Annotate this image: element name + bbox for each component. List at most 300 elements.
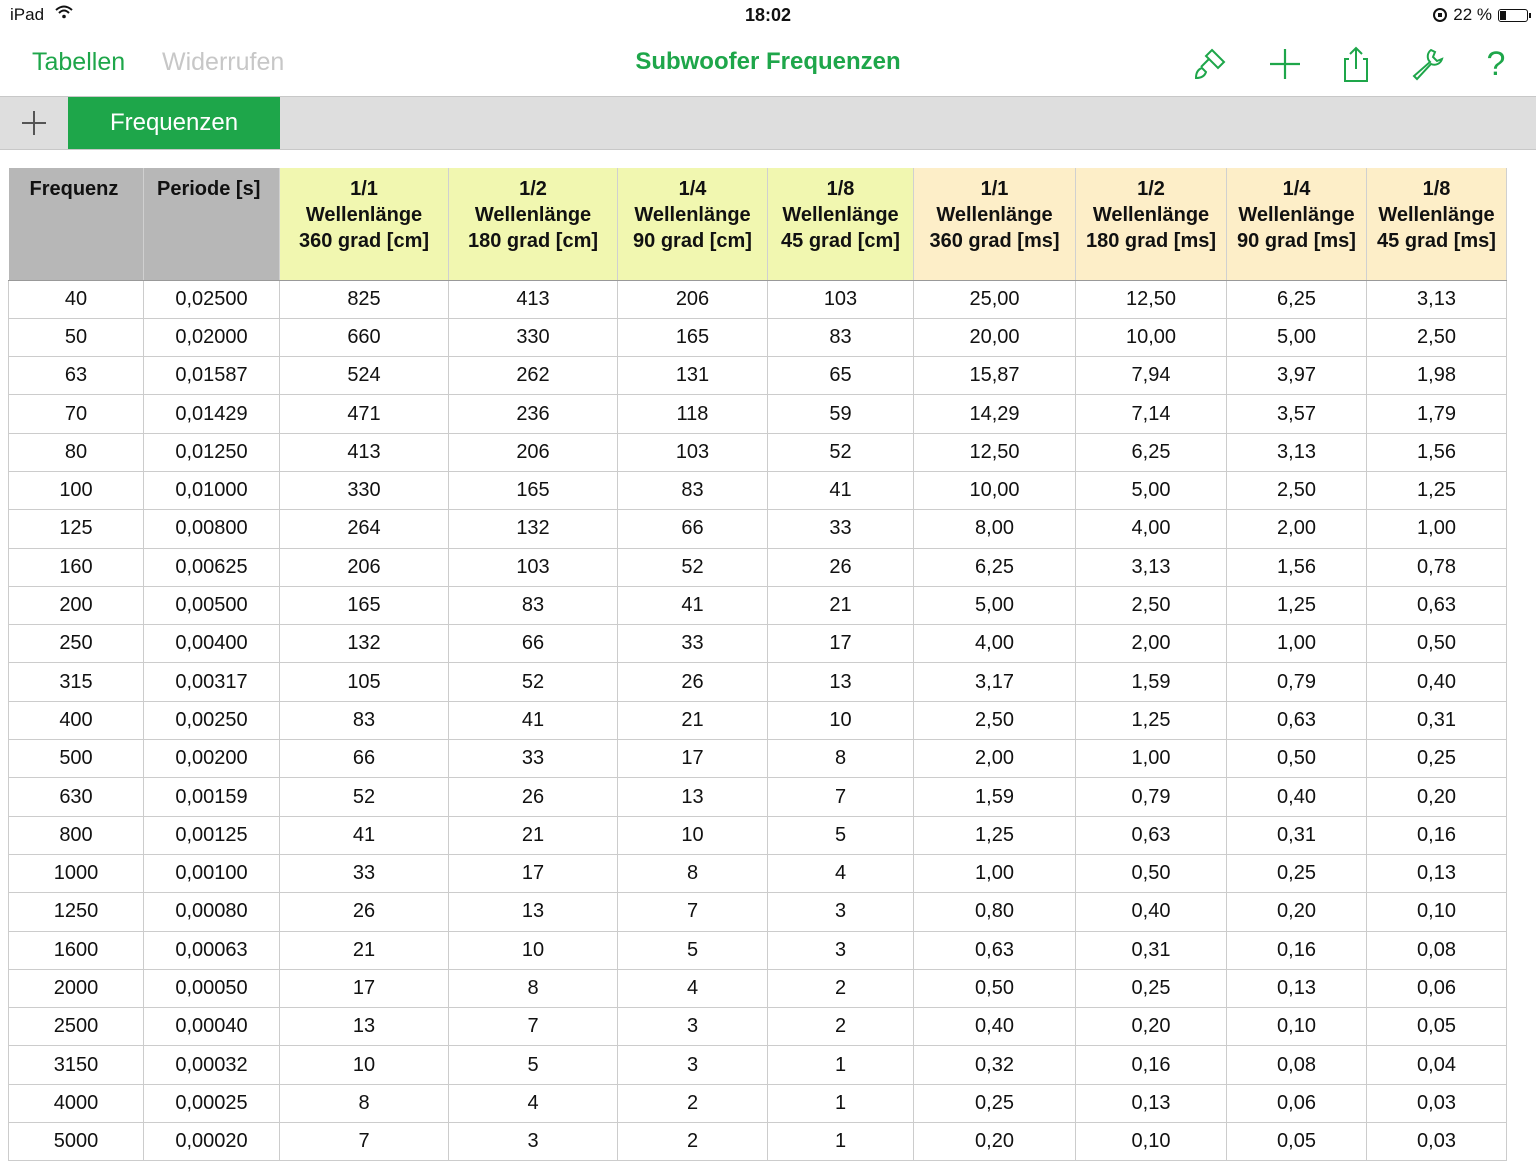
table-cell[interactable]: 4 [768, 854, 914, 892]
table-cell[interactable]: 103 [618, 433, 768, 471]
table-cell[interactable]: 10 [768, 701, 914, 739]
table-cell[interactable]: 0,01000 [144, 471, 280, 509]
column-header-line: 1/4 [1282, 178, 1311, 200]
table-cell[interactable]: 3,57 [1227, 395, 1367, 433]
table-cell[interactable]: 0,03 [1367, 1123, 1507, 1161]
table-cell[interactable]: 41 [449, 701, 618, 739]
table-cell[interactable]: 131 [618, 357, 768, 395]
table-body [9, 280, 1507, 1161]
table-cell[interactable]: 660 [280, 318, 449, 356]
table-cell[interactable]: 0,79 [1227, 663, 1367, 701]
table-cell[interactable]: 0,50 [914, 969, 1076, 1007]
table-row [9, 663, 1507, 701]
table-cell[interactable]: 3 [768, 893, 914, 931]
table-cell[interactable]: 264 [280, 510, 449, 548]
table-cell[interactable]: 2,50 [1227, 471, 1367, 509]
table-cell[interactable]: 3,13 [1367, 280, 1507, 318]
table-cell[interactable]: 0,00032 [144, 1046, 280, 1084]
table-cell[interactable]: 0,16 [1367, 816, 1507, 854]
table-row [9, 548, 1507, 586]
table-cell[interactable]: 83 [618, 471, 768, 509]
table-cell[interactable]: 1,25 [1367, 471, 1507, 509]
column-header-line: Frequenz [29, 178, 119, 200]
table-cell[interactable]: 105 [280, 663, 449, 701]
table-row [9, 433, 1507, 471]
column-header-line: Wellenlänge [305, 204, 423, 226]
battery-fill [1500, 11, 1506, 20]
table-cell[interactable]: 1600 [9, 931, 144, 969]
table-cell[interactable]: 0,06 [1227, 1084, 1367, 1122]
column-header-line: Wellenlänge [474, 204, 592, 226]
table-cell[interactable]: 3 [449, 1123, 618, 1161]
column-header-line: Wellenlänge [634, 204, 751, 226]
table-cell[interactable]: 26 [618, 663, 768, 701]
table-cell[interactable]: 0,00400 [144, 625, 280, 663]
table-cell[interactable]: 0,16 [1076, 1046, 1227, 1084]
table-cell[interactable]: 103 [768, 280, 914, 318]
table-cell[interactable]: 2000 [9, 969, 144, 1007]
data-table [8, 168, 1507, 1161]
column-header-line: 1/1 [350, 178, 378, 200]
column-header[interactable] [1367, 168, 1507, 280]
table-row [9, 471, 1507, 509]
table-cell[interactable]: 2500 [9, 1008, 144, 1046]
table-cell[interactable]: 0,00020 [144, 1123, 280, 1161]
column-header[interactable] [9, 168, 144, 280]
table-cell[interactable]: 33 [768, 510, 914, 548]
table-cell[interactable]: 5,00 [1227, 318, 1367, 356]
table-cell[interactable]: 0,63 [1227, 701, 1367, 739]
table-cell[interactable]: 0,80 [914, 893, 1076, 931]
table-cell[interactable]: 21 [618, 701, 768, 739]
table-cell[interactable]: 0,01587 [144, 357, 280, 395]
table-cell[interactable]: 5 [449, 1046, 618, 1084]
table-cell[interactable]: 7 [618, 893, 768, 931]
table-cell[interactable]: 500 [9, 740, 144, 778]
table-cell[interactable]: 1,98 [1367, 357, 1507, 395]
table-cell[interactable]: 3 [618, 1046, 768, 1084]
table-cell[interactable]: 7,14 [1076, 395, 1227, 433]
table-cell[interactable]: 4 [449, 1084, 618, 1122]
table-cell[interactable]: 83 [449, 586, 618, 624]
table-row [9, 318, 1507, 356]
table-cell[interactable]: 12,50 [914, 433, 1076, 471]
table-cell[interactable]: 3150 [9, 1046, 144, 1084]
column-header-line: Wellenlänge [1238, 204, 1355, 226]
table-cell[interactable]: 70 [9, 395, 144, 433]
table-cell[interactable]: 0,05 [1367, 1008, 1507, 1046]
column-header[interactable] [449, 168, 618, 280]
table-cell[interactable]: 0,63 [914, 931, 1076, 969]
table-cell[interactable]: 262 [449, 357, 618, 395]
table-cell[interactable]: 5000 [9, 1123, 144, 1161]
battery-icon [1498, 9, 1528, 22]
column-header[interactable] [914, 168, 1076, 280]
column-header[interactable] [1227, 168, 1367, 280]
frequency-table [8, 168, 1507, 1161]
table-row [9, 1084, 1507, 1122]
table-cell[interactable]: 13 [280, 1008, 449, 1046]
table-cell[interactable]: 8 [280, 1084, 449, 1122]
table-cell[interactable]: 2,00 [914, 740, 1076, 778]
table-cell[interactable]: 3,97 [1227, 357, 1367, 395]
table-cell[interactable]: 33 [618, 625, 768, 663]
column-header-line: Wellenlänge [1378, 204, 1495, 226]
table-cell[interactable]: 7,94 [1076, 357, 1227, 395]
table-cell[interactable]: 5 [618, 931, 768, 969]
status-time: 18:02 [744, 5, 792, 25]
column-header-line: 1/8 [1422, 178, 1451, 200]
table-cell[interactable]: 5,00 [1076, 471, 1227, 509]
column-header[interactable] [144, 168, 280, 280]
table-cell[interactable]: 0,00250 [144, 701, 280, 739]
table-cell[interactable]: 400 [9, 701, 144, 739]
wrench-icon[interactable] [1407, 44, 1447, 84]
table-cell[interactable]: 471 [280, 395, 449, 433]
table-cell[interactable]: 2,00 [1076, 625, 1227, 663]
table-row [9, 816, 1507, 854]
table-cell[interactable]: 0,08 [1227, 1046, 1367, 1084]
table-cell[interactable]: 10 [449, 931, 618, 969]
table-cell[interactable]: 33 [280, 854, 449, 892]
table-cell[interactable]: 41 [768, 471, 914, 509]
table-cell[interactable]: 26 [280, 893, 449, 931]
table-cell[interactable]: 1,25 [1076, 701, 1227, 739]
table-cell[interactable]: 3,13 [1227, 433, 1367, 471]
tables-button[interactable]: Tabellen [32, 48, 126, 76]
table-cell[interactable]: 0,25 [914, 1084, 1076, 1122]
table-cell[interactable]: 6,25 [1076, 433, 1227, 471]
table-cell[interactable]: 0,00625 [144, 548, 280, 586]
table-cell[interactable]: 26 [449, 778, 618, 816]
table-cell[interactable]: 0,40 [914, 1008, 1076, 1046]
table-cell[interactable]: 132 [280, 625, 449, 663]
table-cell[interactable]: 206 [618, 280, 768, 318]
table-cell[interactable]: 2 [618, 1084, 768, 1122]
toolbar [0, 32, 1536, 96]
column-header-line: Wellenlänge [782, 204, 899, 226]
table-row [9, 510, 1507, 548]
table-cell[interactable]: 0,00100 [144, 854, 280, 892]
table-cell[interactable]: 1 [768, 1046, 914, 1084]
table-cell[interactable]: 3,13 [1076, 548, 1227, 586]
help-icon[interactable] [1476, 44, 1516, 84]
column-header-line: Wellenlänge [1092, 204, 1210, 226]
table-cell[interactable]: 413 [449, 280, 618, 318]
table-cell[interactable]: 0,01250 [144, 433, 280, 471]
table-cell[interactable]: 125 [9, 510, 144, 548]
table-cell[interactable]: 330 [280, 471, 449, 509]
rotation-lock-icon [1433, 8, 1447, 22]
table-cell[interactable]: 13 [768, 663, 914, 701]
table-cell[interactable]: 236 [449, 395, 618, 433]
column-header-line: 1/8 [826, 178, 855, 200]
table-cell[interactable]: 0,00025 [144, 1084, 280, 1122]
table-cell[interactable]: 8 [618, 854, 768, 892]
table-cell[interactable]: 17 [280, 969, 449, 1007]
column-header[interactable] [280, 168, 449, 280]
table-cell[interactable]: 33 [449, 740, 618, 778]
column-header-line: 1/2 [519, 178, 547, 200]
table-cell[interactable]: 0,00200 [144, 740, 280, 778]
table-cell[interactable]: 0,00800 [144, 510, 280, 548]
table-cell[interactable]: 1,25 [914, 816, 1076, 854]
table-cell[interactable]: 1000 [9, 854, 144, 892]
table-row [9, 1046, 1507, 1084]
table-cell[interactable]: 0,02000 [144, 318, 280, 356]
table-row [9, 778, 1507, 816]
table-cell[interactable]: 0,16 [1227, 931, 1367, 969]
table-cell[interactable]: 524 [280, 357, 449, 395]
table-cell[interactable]: 0,13 [1076, 1084, 1227, 1122]
table-cell[interactable]: 132 [449, 510, 618, 548]
column-header-line: 90 grad [ms] [1237, 230, 1356, 252]
table-cell[interactable]: 10 [618, 816, 768, 854]
table-row [9, 854, 1507, 892]
table-cell[interactable]: 15,87 [914, 357, 1076, 395]
table-cell[interactable]: 1,59 [914, 778, 1076, 816]
table-cell[interactable]: 3 [618, 1008, 768, 1046]
column-header[interactable] [768, 168, 914, 280]
tab-frequenzen[interactable]: Frequenzen [68, 97, 280, 149]
table-cell[interactable]: 59 [768, 395, 914, 433]
table-cell[interactable]: 63 [9, 357, 144, 395]
table-cell[interactable]: 0,06 [1367, 969, 1507, 1007]
device-name: iPad [10, 5, 45, 24]
table-cell[interactable]: 800 [9, 816, 144, 854]
table-cell[interactable]: 10 [280, 1046, 449, 1084]
table-cell[interactable]: 52 [280, 778, 449, 816]
table-cell[interactable]: 0,05 [1227, 1123, 1367, 1161]
table-cell[interactable]: 206 [449, 433, 618, 471]
table-cell[interactable]: 0,13 [1227, 969, 1367, 1007]
table-cell[interactable]: 66 [280, 740, 449, 778]
column-header-line: 180 grad [cm] [467, 230, 599, 252]
table-cell[interactable]: 4,00 [914, 625, 1076, 663]
column-header-line: 1/2 [1137, 178, 1165, 200]
table-cell[interactable]: 1,59 [1076, 663, 1227, 701]
table-cell[interactable]: 160 [9, 548, 144, 586]
table-cell[interactable]: 100 [9, 471, 144, 509]
document-title[interactable]: Subwoofer Frequenzen [635, 48, 901, 75]
table-cell[interactable]: 83 [768, 318, 914, 356]
table-cell[interactable]: 1,00 [1367, 510, 1507, 548]
table-row [9, 625, 1507, 663]
table-cell[interactable]: 2,50 [1076, 586, 1227, 624]
table-cell[interactable]: 0,04 [1367, 1046, 1507, 1084]
table-cell[interactable]: 13 [618, 778, 768, 816]
table-cell[interactable]: 0,00080 [144, 893, 280, 931]
table-cell[interactable]: 0,10 [1367, 893, 1507, 931]
table-cell[interactable]: 5 [768, 816, 914, 854]
table-cell[interactable]: 0,20 [1227, 893, 1367, 931]
table-cell[interactable]: 330 [449, 318, 618, 356]
table-cell[interactable]: 0,50 [1367, 625, 1507, 663]
table-row [9, 1008, 1507, 1046]
table-cell[interactable]: 1,00 [1076, 740, 1227, 778]
add-sheet-button[interactable] [0, 97, 67, 149]
table-cell[interactable]: 6,25 [914, 548, 1076, 586]
table-cell[interactable]: 0,50 [1076, 854, 1227, 892]
table-row [9, 931, 1507, 969]
column-header-line: 45 grad [cm] [781, 230, 900, 252]
table-cell[interactable]: 1250 [9, 893, 144, 931]
table-cell[interactable]: 0,31 [1227, 816, 1367, 854]
table-cell[interactable]: 165 [449, 471, 618, 509]
sheet-tab-bar [0, 96, 1536, 150]
table-cell[interactable]: 0,63 [1367, 586, 1507, 624]
table-cell[interactable]: 1,00 [914, 854, 1076, 892]
table-cell[interactable]: 66 [449, 625, 618, 663]
table-cell[interactable]: 14,29 [914, 395, 1076, 433]
table-cell[interactable]: 4000 [9, 1084, 144, 1122]
table-cell[interactable]: 1 [768, 1123, 914, 1161]
table-cell[interactable]: 0,63 [1076, 816, 1227, 854]
table-cell[interactable]: 21 [280, 931, 449, 969]
table-cell[interactable]: 0,40 [1227, 778, 1367, 816]
table-cell[interactable]: 5,00 [914, 586, 1076, 624]
table-cell[interactable]: 10,00 [1076, 318, 1227, 356]
table-cell[interactable]: 40 [9, 280, 144, 318]
table-cell[interactable]: 83 [280, 701, 449, 739]
table-cell[interactable]: 118 [618, 395, 768, 433]
table-cell[interactable]: 0,20 [914, 1123, 1076, 1161]
paintbrush-icon[interactable] [1190, 44, 1230, 84]
table-cell[interactable]: 17 [618, 740, 768, 778]
table-cell[interactable]: 12,50 [1076, 280, 1227, 318]
table-cell[interactable]: 0,50 [1227, 740, 1367, 778]
table-cell[interactable]: 26 [768, 548, 914, 586]
table-row [9, 969, 1507, 1007]
table-cell[interactable]: 0,00050 [144, 969, 280, 1007]
table-cell[interactable]: 0,10 [1227, 1008, 1367, 1046]
table-cell[interactable]: 2 [768, 1008, 914, 1046]
table-cell[interactable]: 0,25 [1367, 740, 1507, 778]
undo-button[interactable]: Widerrufen [162, 48, 285, 76]
table-cell[interactable]: 3 [768, 931, 914, 969]
table-cell[interactable]: 165 [280, 586, 449, 624]
table-cell[interactable]: 41 [280, 816, 449, 854]
table-cell[interactable]: 0,02500 [144, 280, 280, 318]
table-cell[interactable]: 413 [280, 433, 449, 471]
table-cell[interactable]: 52 [768, 433, 914, 471]
table-cell[interactable]: 1,79 [1367, 395, 1507, 433]
table-cell[interactable]: 0,25 [1076, 969, 1227, 1007]
table-cell[interactable]: 0,40 [1076, 893, 1227, 931]
table-cell[interactable]: 8 [449, 969, 618, 1007]
table-cell[interactable]: 2,00 [1227, 510, 1367, 548]
column-header-line: 360 grad [ms] [929, 230, 1060, 252]
table-cell[interactable]: 7 [768, 778, 914, 816]
table-cell[interactable]: 2 [768, 969, 914, 1007]
table-cell[interactable]: 2,50 [1367, 318, 1507, 356]
table-cell[interactable]: 65 [768, 357, 914, 395]
table-cell[interactable]: 0,32 [914, 1046, 1076, 1084]
table-cell[interactable]: 0,10 [1076, 1123, 1227, 1161]
table-cell[interactable]: 80 [9, 433, 144, 471]
table-cell[interactable]: 1,25 [1227, 586, 1367, 624]
table-cell[interactable]: 1,00 [1227, 625, 1367, 663]
help-glyph: ? [1486, 44, 1506, 83]
table-cell[interactable]: 10,00 [914, 471, 1076, 509]
table-cell[interactable]: 0,00063 [144, 931, 280, 969]
table-cell[interactable]: 0,00159 [144, 778, 280, 816]
table-cell[interactable]: 206 [280, 548, 449, 586]
table-cell[interactable]: 0,00040 [144, 1008, 280, 1046]
table-cell[interactable]: 8 [768, 740, 914, 778]
table-cell[interactable]: 4 [618, 969, 768, 1007]
table-cell[interactable]: 0,20 [1367, 778, 1507, 816]
table-cell[interactable]: 0,00125 [144, 816, 280, 854]
table-cell[interactable]: 66 [618, 510, 768, 548]
table-cell[interactable]: 52 [618, 548, 768, 586]
table-cell[interactable]: 21 [768, 586, 914, 624]
table-row [9, 586, 1507, 624]
table-cell[interactable]: 0,00317 [144, 663, 280, 701]
table-cell[interactable]: 630 [9, 778, 144, 816]
table-cell[interactable]: 0,31 [1367, 701, 1507, 739]
table-cell[interactable]: 0,03 [1367, 1084, 1507, 1122]
table-cell[interactable]: 20,00 [914, 318, 1076, 356]
table-cell[interactable]: 17 [768, 625, 914, 663]
table-cell[interactable]: 0,40 [1367, 663, 1507, 701]
column-header[interactable] [618, 168, 768, 280]
column-header-line: 1/1 [980, 178, 1009, 200]
table-cell[interactable]: 103 [449, 548, 618, 586]
table-cell[interactable]: 0,13 [1367, 854, 1507, 892]
table-cell[interactable]: 6,25 [1227, 280, 1367, 318]
table-cell[interactable]: 0,25 [1227, 854, 1367, 892]
table-cell[interactable]: 2,50 [914, 701, 1076, 739]
table-cell[interactable]: 3,17 [914, 663, 1076, 701]
table-row [9, 357, 1507, 395]
table-cell[interactable]: 1 [768, 1084, 914, 1122]
table-cell[interactable]: 315 [9, 663, 144, 701]
plus-icon[interactable] [1265, 44, 1305, 84]
table-cell[interactable]: 250 [9, 625, 144, 663]
table-cell[interactable]: 7 [449, 1008, 618, 1046]
table-cell[interactable]: 13 [449, 893, 618, 931]
table-cell[interactable]: 0,00500 [144, 586, 280, 624]
column-header[interactable] [1076, 168, 1227, 280]
column-header-line: 180 grad [ms] [1085, 230, 1217, 252]
table-cell[interactable]: 21 [449, 816, 618, 854]
table-row [9, 893, 1507, 931]
table-cell[interactable]: 41 [618, 586, 768, 624]
share-icon[interactable] [1336, 44, 1376, 84]
table-cell[interactable]: 1,56 [1227, 548, 1367, 586]
table-cell[interactable]: 8,00 [914, 510, 1076, 548]
table-cell[interactable]: 0,78 [1367, 548, 1507, 586]
table-cell[interactable]: 0,08 [1367, 931, 1507, 969]
table-cell[interactable]: 52 [449, 663, 618, 701]
table-cell[interactable]: 200 [9, 586, 144, 624]
table-cell[interactable]: 0,31 [1076, 931, 1227, 969]
table-cell[interactable]: 1,56 [1367, 433, 1507, 471]
table-cell[interactable]: 25,00 [914, 280, 1076, 318]
table-cell[interactable]: 0,79 [1076, 778, 1227, 816]
table-cell[interactable]: 7 [280, 1123, 449, 1161]
table-cell[interactable]: 0,20 [1076, 1008, 1227, 1046]
table-cell[interactable]: 0,01429 [144, 395, 280, 433]
table-cell[interactable]: 17 [449, 854, 618, 892]
table-cell[interactable]: 2 [618, 1123, 768, 1161]
table-cell[interactable]: 825 [280, 280, 449, 318]
table-cell[interactable]: 165 [618, 318, 768, 356]
table-cell[interactable]: 4,00 [1076, 510, 1227, 548]
table-cell[interactable]: 50 [9, 318, 144, 356]
column-header-line: 1/4 [678, 178, 707, 200]
